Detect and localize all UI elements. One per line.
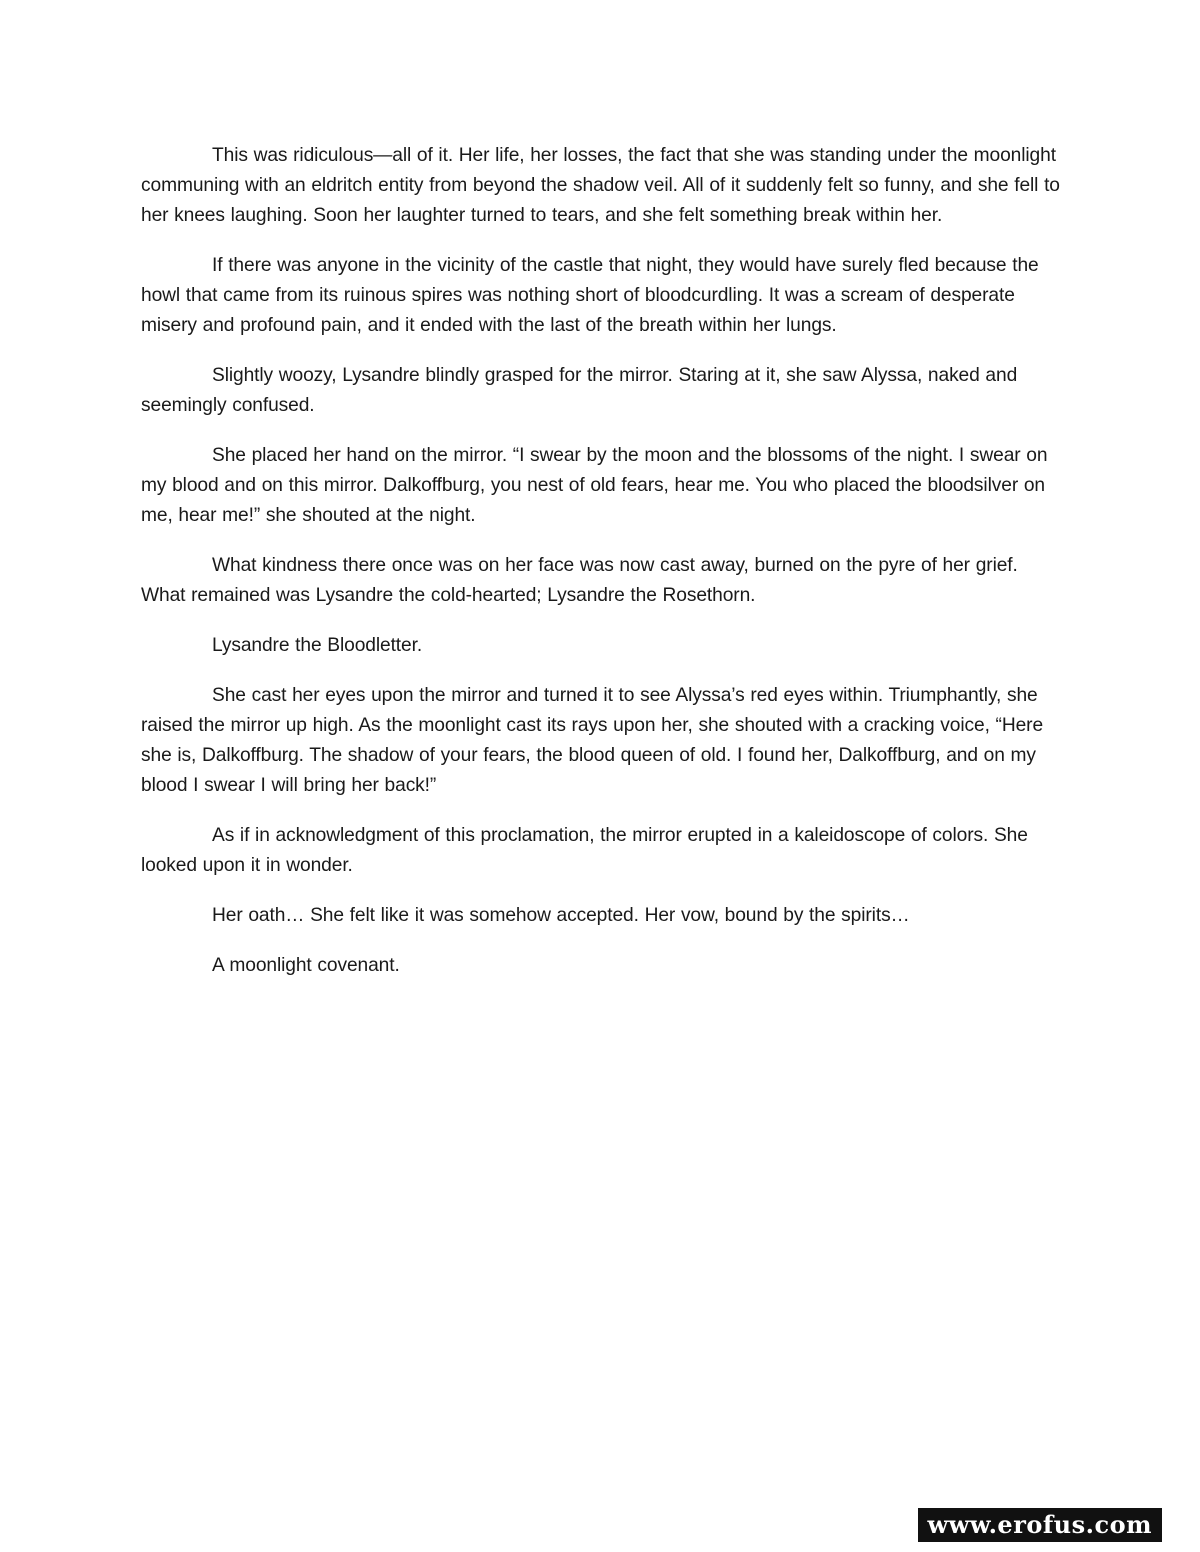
paragraph-10: A moonlight covenant. bbox=[212, 955, 400, 976]
paragraph-1: This was ridiculous—all of it. Her life, her losses, the fact that she was standing under the moonlight communing with an eldritch entity from beyond the shadow veil. All of it suddenly felt so funny, and she fell to her knees laughing. Soon her laughter turned to tears, and she felt something break within her. bbox=[141, 145, 1060, 226]
paragraph-4: She placed her hand on the mirror. “I swear by the moon and the blossoms of the night. I swear on my blood and on this mirror. Dalkoffburg, you nest of old fears, hear me. You who placed the bloodsilver on me, hear me!” she shouted at the night. bbox=[141, 445, 1048, 526]
paragraph-2: If there was anyone in the vicinity of the castle that night, they would have surely fled because the howl that came from its ruinous spires was nothing short of bloodcurdling. It was a scream of desperate misery and profound pain, and it ended with the last of the breath within her lungs. bbox=[141, 255, 1039, 336]
paragraph-7: She cast her eyes upon the mirror and turned it to see Alyssa’s red eyes within. Triumphantly, she raised the mirror up high. As the moonlight cast its rays upon her, she shouted with a cracking voice, “Here she is, Dalkoffburg. The shadow of your fears, the blood queen of old. I found her, Dalkoffburg, and on my blood I swear I will bring her back!” bbox=[141, 685, 1044, 796]
paragraph-5: What kindness there once was on her face was now cast away, burned on the pyre of her grief. What remained was Lysandre the cold-hearted; Lysandre the Rosethorn. bbox=[141, 555, 1018, 606]
paragraph-3: Slightly woozy, Lysandre blindly grasped for the mirror. Staring at it, she saw Alyssa, naked and seemingly confused. bbox=[141, 365, 1018, 416]
paragraph-9: Her oath… She felt like it was somehow accepted. Her vow, bound by the spirits… bbox=[212, 905, 910, 926]
site-watermark: www.erofus.com bbox=[918, 1508, 1163, 1542]
paragraph-6: Lysandre the Bloodletter. bbox=[212, 635, 423, 656]
paragraph-8: As if in acknowledgment of this proclamation, the mirror erupted in a kaleidoscope of colors. She looked upon it in wonder. bbox=[141, 825, 1028, 876]
document-page bbox=[141, 141, 1066, 1001]
